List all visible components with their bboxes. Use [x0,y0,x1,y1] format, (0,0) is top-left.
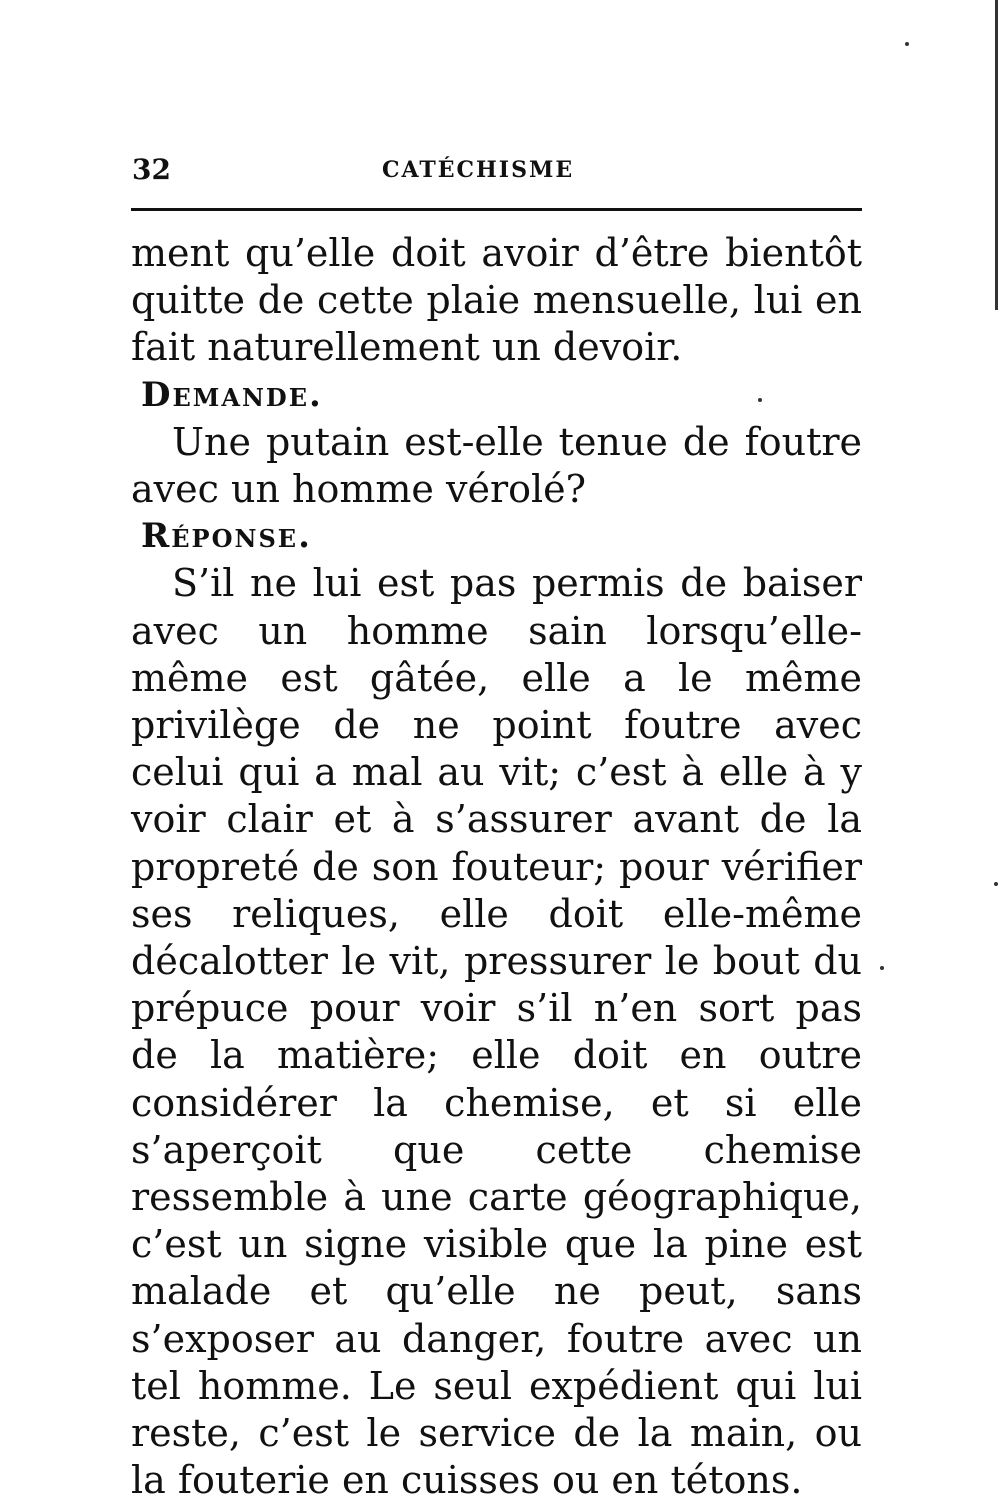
header-rule [131,208,862,211]
body-text [131,230,862,1504]
paragraph-question: Une putain est-elle tenue de foutre avec un homme vérolé? [131,419,862,512]
paragraph-continued: ment qu’elle doit avoir d’être bientôt quitte de cette plaie mensuelle, lui en fait naturellement un devoir. [131,231,862,370]
scan-speck [758,398,762,402]
scan-speck [994,882,998,886]
section-heading-demande: Demande. [141,374,323,415]
page-header [132,150,862,190]
paragraph-answer: S’il ne lui est pas permis de baiser avec un homme sain lorsqu’elle-même est gâtée, elle a le même privilège de ne point foutre avec celui qui a mal au vit; c’est à elle à y voir clair et à s’assurer avant de la propreté de son fouteur; pour vérifier ses reliques, elle doit elle-même décalotter le vit, pressurer le bout du prépuce pour voir s’il n’en sort pas de la matière; elle doit en outre considérer la chemise, et si elle s’aperçoit que cette chemise ressemble à une carte géographique, c’est un signe visible que la pine est malade et qu’elle ne peut, sans s’exposer au danger, foutre avec un tel homme. Le seul expédient qui lui reste, c’est le service de la main, ou la fouterie en cuisses ou en tétons. [131,561,862,1503]
running-head: CATÉCHISME [382,157,575,183]
section-heading-reponse: Réponse. [141,516,312,557]
scan-speck [880,966,884,970]
scan-speck [905,42,909,46]
scan-edge-bar [995,0,998,310]
page-number: 32 [132,153,171,186]
